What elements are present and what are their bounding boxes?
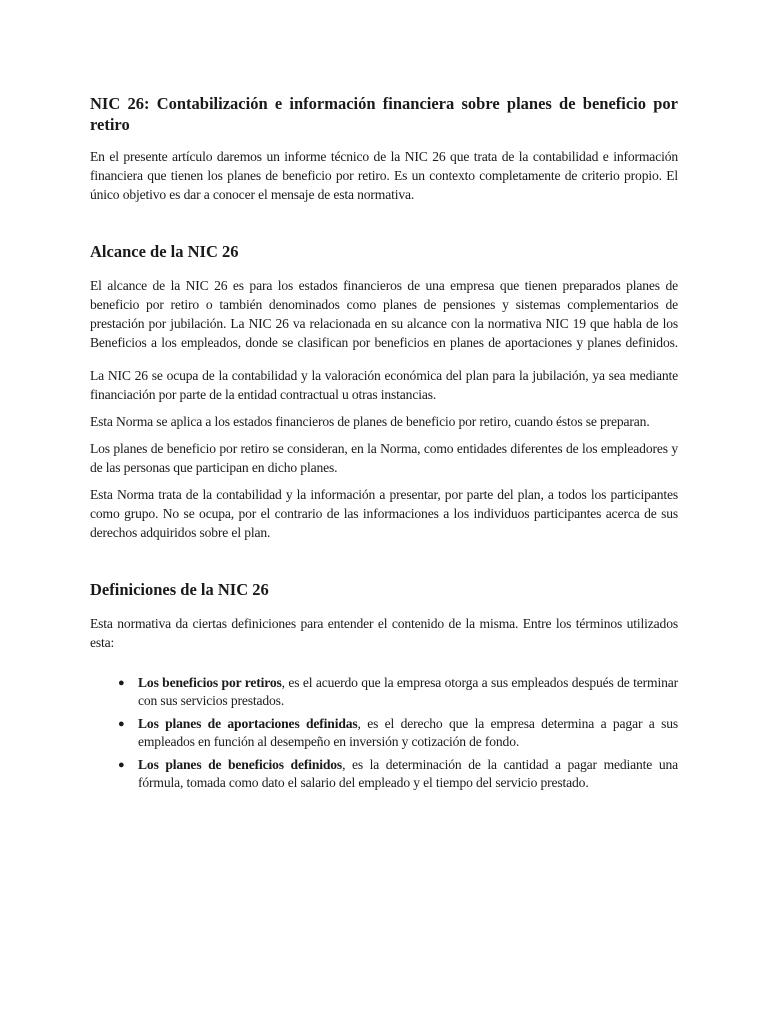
page-title: NIC 26: Contabilización e información financiera sobre planes de beneficio por retiro — [90, 94, 678, 134]
alcance-paragraph-2: La NIC 26 se ocupa de la contabilidad y la valoración económica del plan para la jubilación, ya sea mediante financiación por parte de la entidad contractual u otras instancias. — [90, 368, 678, 402]
bullet-icon: ● — [118, 718, 125, 730]
alcance-paragraph-1: El alcance de la NIC 26 es para los estados financieros de una empresa que tienen preparados planes de beneficio por retiro o también denominados como planes de pensiones y sistemas complementarios de prestación por jubilación. La NIC 26 va relacionada en su alcance con la normativa NIC 19 que habla de los Beneficios a los empleados, donde se clasifican por beneficios en planes de aportaciones y planes definidos. — [90, 278, 678, 350]
list-item — [90, 715, 678, 751]
definition-term: Los planes de aportaciones definidas — [138, 716, 358, 731]
intro-paragraph: En el presente artículo daremos un informe técnico de la NIC 26 que trata de la contabilidad e información financiera que tienen los planes de beneficio por retiro. Es un contexto completamente de criterio propio. El único objetivo es dar a conocer el mensaje de esta normativa. — [90, 149, 678, 202]
definition-text: , es el derecho que la empresa determina a pagar a sus empleados en función al desempeño en inversión y cotización de fondo. — [138, 716, 679, 749]
alcance-heading: Alcance de la NIC 26 — [90, 242, 239, 261]
definiciones-heading: Definiciones de la NIC 26 — [90, 580, 269, 599]
bullet-icon: ● — [118, 677, 125, 689]
definition-term: Los planes de beneficios definidos — [138, 757, 343, 772]
definition-text: , es la determinación de la cantidad a pagar mediante una fórmula, tomada como dato el salario del empleado y el tiempo del servicio prestado. — [138, 757, 679, 790]
definiciones-intro: Esta normativa da ciertas definiciones para entender el contenido de la misma. Entre los términos utilizados esta: — [90, 616, 678, 650]
definition-text: , es el acuerdo que la empresa otorga a sus empleados después de terminar con sus servicios prestados. — [138, 675, 678, 708]
alcance-paragraph-5: Esta Norma trata de la contabilidad y la información a presentar, por parte del plan, a todos los participantes como grupo. No se ocupa, por el contrario de las informaciones a los individuos participantes acerca de sus derechos adquiridos sobre el plan. — [90, 487, 678, 540]
alcance-paragraph-4: Los planes de beneficio por retiro se consideran, en la Norma, como entidades diferentes de los empleadores y de las personas que participan en dicho planes. — [90, 441, 678, 475]
definitions-list — [90, 674, 678, 792]
definition-term: Los beneficios por retiros — [138, 675, 282, 690]
bullet-icon: ● — [118, 759, 125, 771]
alcance-paragraph-3: Esta Norma se aplica a los estados financieros de planes de beneficio por retiro, cuando éstos se preparan. — [90, 414, 650, 429]
document-content — [90, 93, 678, 797]
list-item — [90, 674, 678, 710]
list-item — [90, 756, 678, 792]
